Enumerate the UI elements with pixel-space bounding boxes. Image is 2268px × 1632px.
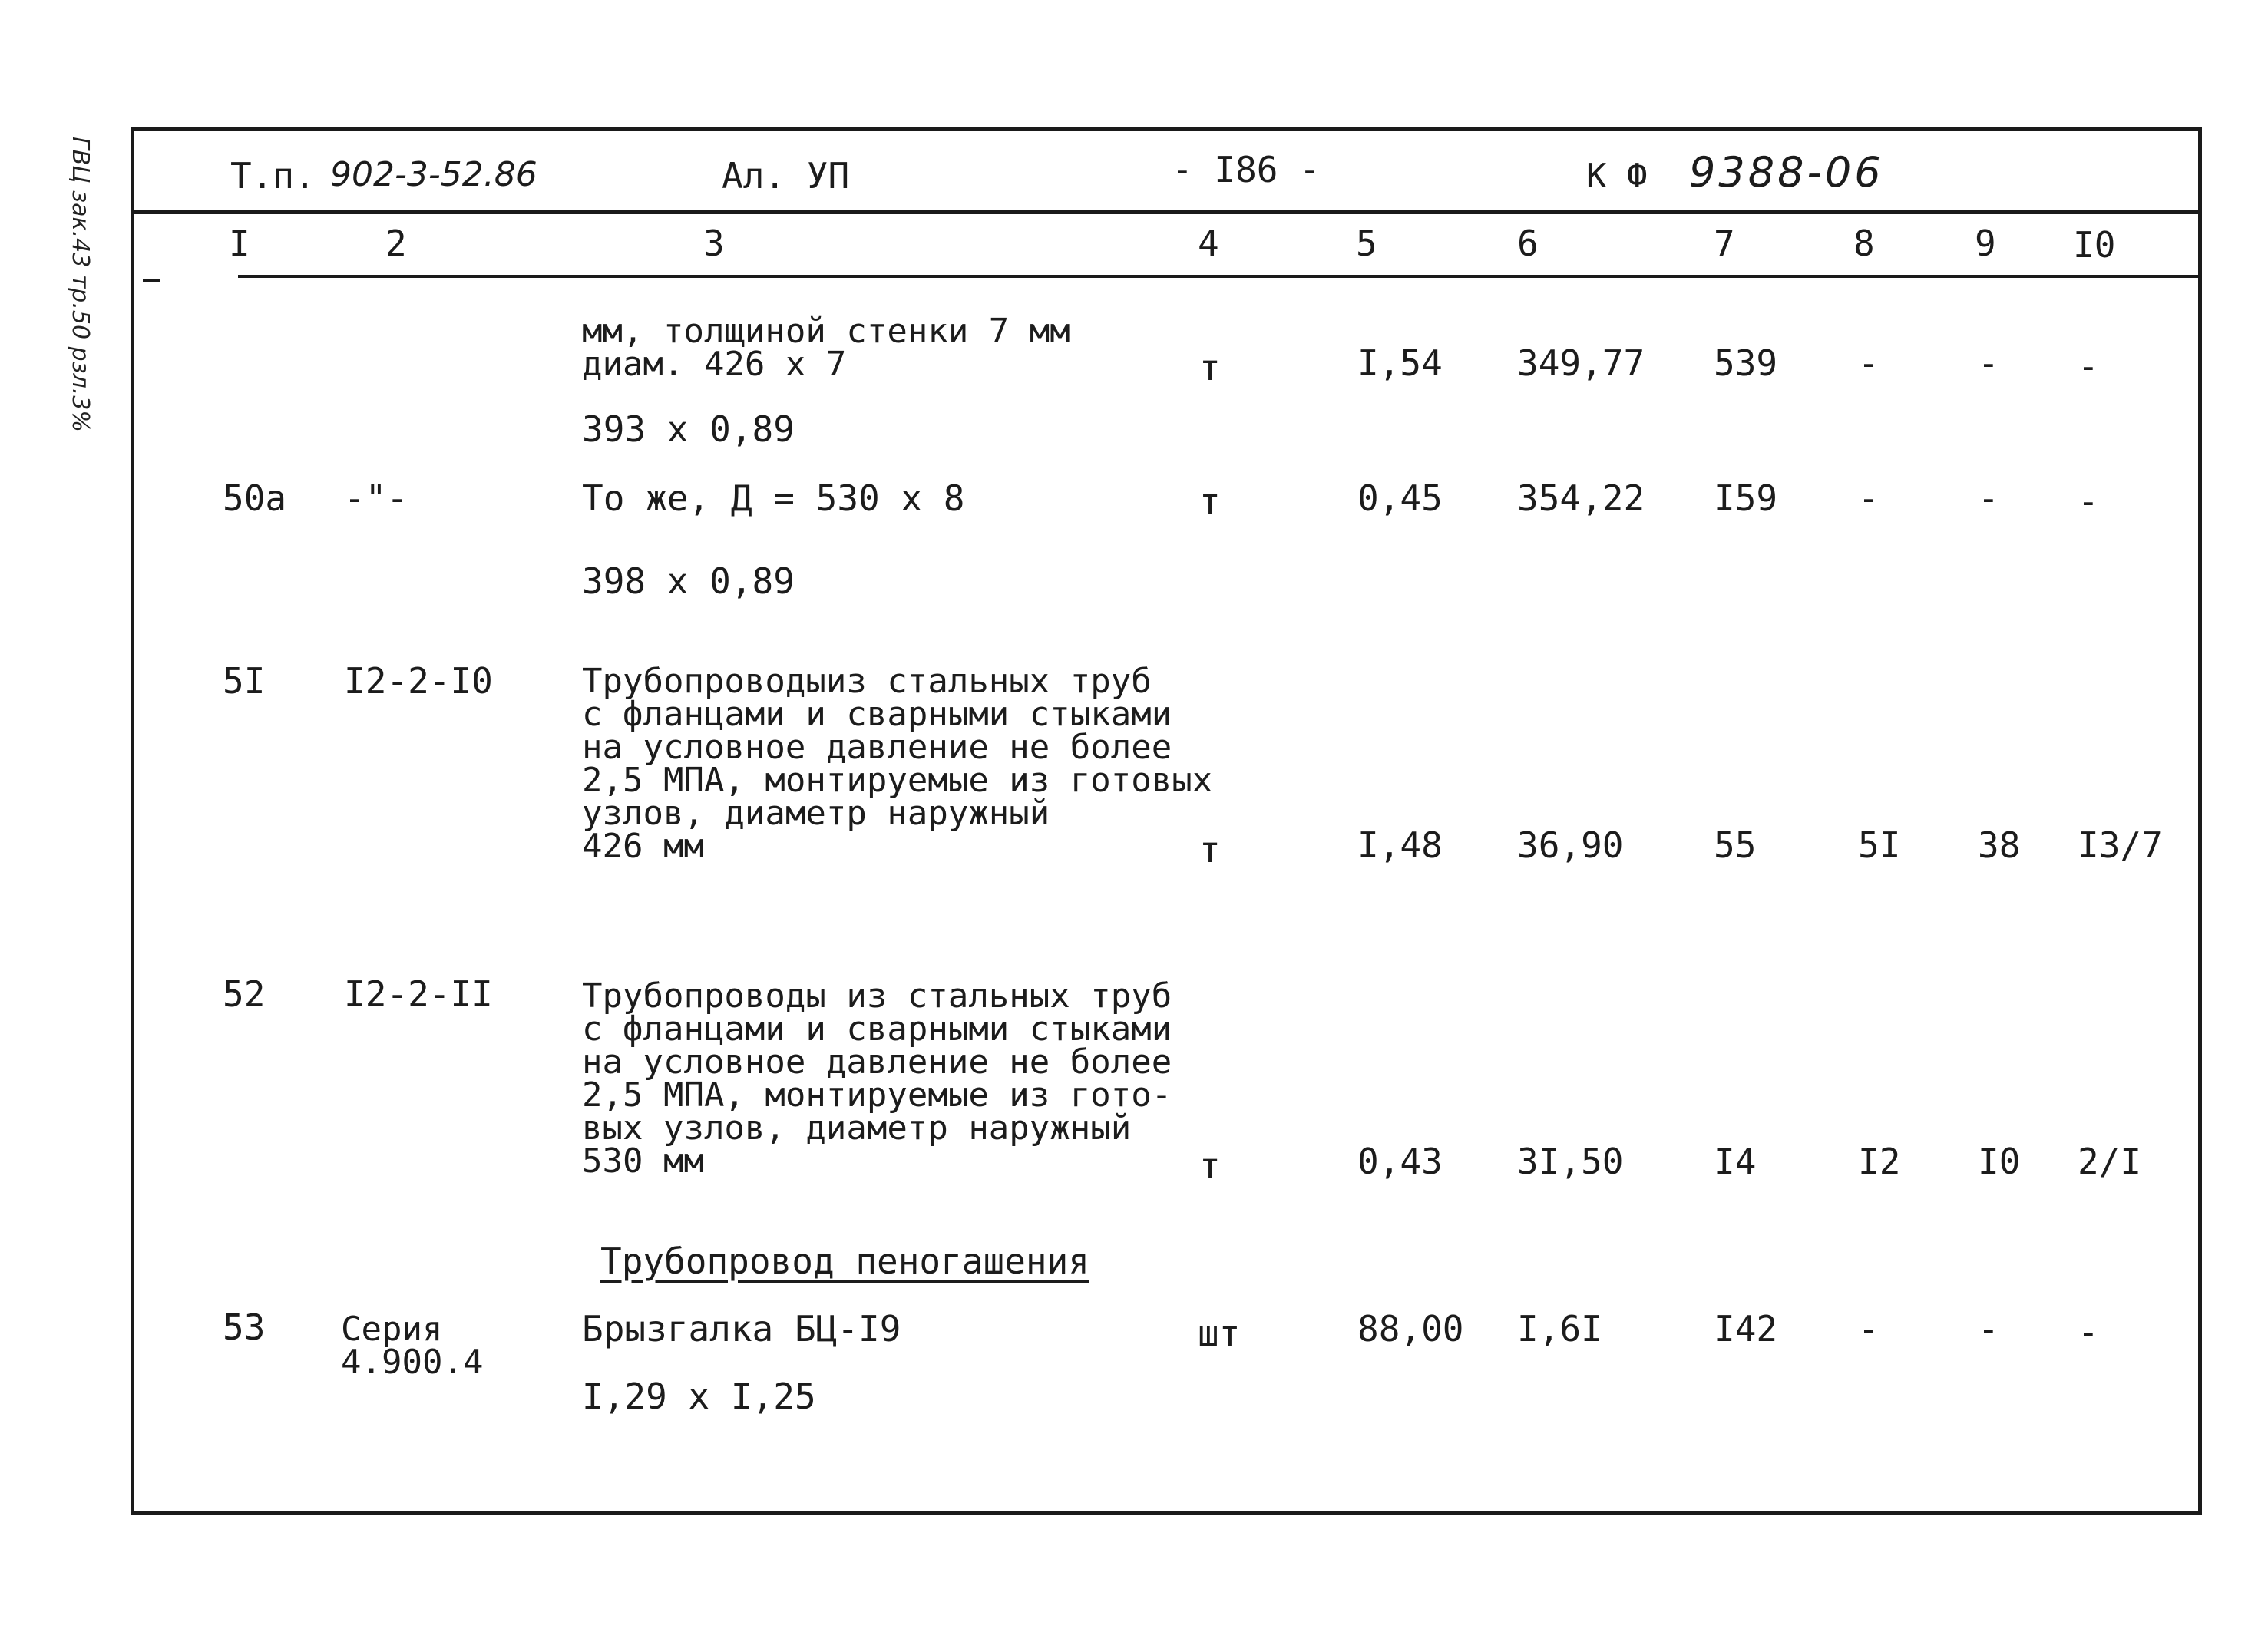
row-extra: 393 х 0,89 [582, 408, 795, 450]
row-code [341, 1310, 484, 1382]
row-price: 3I,50 [1517, 1141, 1624, 1182]
column-header: 4 [1198, 223, 1219, 264]
row-quantity: I,54 [1357, 342, 1443, 384]
row-col10: 2/I [2078, 1141, 2142, 1182]
description-line: узлов, диаметр наружный [582, 794, 1050, 833]
column-header: 6 [1517, 223, 1539, 264]
row-total: 55 [1714, 824, 1757, 866]
row-number: 5I [223, 660, 266, 702]
project-number: 902-3-52.86 [330, 155, 537, 194]
page-number: - I86 - [1172, 149, 1321, 190]
code-line: Серия [341, 1310, 443, 1349]
row-unit: т [1199, 481, 1221, 522]
row-unit: т [1199, 1145, 1221, 1187]
row-unit: шт [1198, 1313, 1241, 1354]
side-note-text: ГВЦ зак.43 тр.50 рзл.3% [67, 137, 94, 432]
description-line: мм, толщиной стенки 7 мм [582, 312, 1070, 351]
row-quantity: 0,43 [1357, 1141, 1443, 1182]
row-col8: - [1858, 477, 1880, 519]
row-total: I59 [1714, 477, 1778, 519]
row-description: Брызгалка БЦ-I9 [582, 1308, 901, 1350]
row-description [582, 976, 1172, 1181]
row-extra: 398 х 0,89 [582, 560, 795, 602]
row-total: I4 [1714, 1141, 1757, 1182]
row-price: I,6I [1517, 1308, 1602, 1350]
description-line: 2,5 МПА, монтируемые из готовых [582, 761, 1213, 800]
row-quantity: 88,00 [1357, 1308, 1464, 1350]
column-header-divider [238, 275, 2202, 278]
row-price: 36,90 [1517, 824, 1624, 866]
row-description: То же, Д = 530 х 8 [582, 477, 965, 519]
description-line: 2,5 МПА, монтируемые из гото- [582, 1075, 1172, 1115]
row-extra: I,29 х I,25 [582, 1376, 816, 1417]
row-number: 50а [223, 477, 287, 519]
row-description [582, 662, 1213, 866]
code-prefix: К Ф [1586, 157, 1648, 196]
description-line: на условное давление не более [582, 728, 1172, 767]
row-price: 349,77 [1517, 342, 1645, 384]
row-col9: I0 [1978, 1141, 2021, 1182]
section-title: Трубопровод пеногашения [600, 1241, 1089, 1282]
row-number: 52 [223, 973, 266, 1015]
project-label: Т.п. [230, 155, 316, 197]
row-code: I2-2-II [344, 973, 493, 1015]
row-code: -"- [344, 477, 408, 519]
row-col10: - [2078, 481, 2099, 522]
column-header: I0 [2073, 224, 2116, 266]
margin-tick [143, 279, 160, 282]
row-quantity: 0,45 [1357, 477, 1443, 519]
column-header: 3 [703, 223, 725, 264]
row-price: 354,22 [1517, 477, 1645, 519]
column-header: 2 [385, 223, 407, 264]
description-line: 530 мм [582, 1141, 704, 1181]
row-col8: - [1858, 1308, 1880, 1350]
description-line: диам. 426 х 7 [582, 345, 847, 384]
row-col10: - [2078, 1311, 2099, 1353]
row-code: I2-2-I0 [344, 660, 493, 702]
row-col9: - [1978, 342, 1999, 384]
description-line: Трубопроводы из стальных труб [582, 976, 1172, 1016]
description-line: с фланцами и сварными стыками [582, 1009, 1172, 1049]
row-number: 53 [223, 1307, 266, 1348]
row-col10: I3/7 [2078, 824, 2163, 866]
album-label: Ал. УП [722, 155, 850, 197]
description-line: вых узлов, диаметр наружный [582, 1108, 1132, 1148]
description-line: Трубопроводыиз стальных труб [582, 662, 1152, 701]
column-header: 9 [1975, 223, 1996, 264]
column-header: 5 [1356, 223, 1377, 264]
row-col8: 5I [1858, 824, 1901, 866]
description-line: на условное давление не более [582, 1042, 1172, 1082]
row-total: I42 [1714, 1308, 1778, 1350]
description-line: 426 мм [582, 827, 704, 866]
row-description [582, 312, 1070, 384]
header-divider [131, 210, 2202, 214]
description-line: с фланцами и сварными стыками [582, 695, 1172, 734]
code-line: 4.900.4 [341, 1343, 484, 1382]
row-quantity: I,48 [1357, 824, 1443, 866]
row-col10: - [2078, 345, 2099, 387]
side-note [67, 137, 94, 520]
column-header: I [229, 223, 250, 264]
row-col9: - [1978, 1308, 1999, 1350]
row-col9: 38 [1978, 824, 2021, 866]
column-header: 7 [1714, 223, 1735, 264]
document-code: 9388-06 [1689, 148, 1884, 197]
column-header: 8 [1853, 223, 1875, 264]
row-col8: I2 [1858, 1141, 1901, 1182]
row-col8: - [1858, 342, 1880, 384]
row-total: 539 [1714, 342, 1778, 384]
row-unit: т [1199, 829, 1221, 871]
row-unit: т [1199, 347, 1221, 388]
row-col9: - [1978, 477, 1999, 519]
